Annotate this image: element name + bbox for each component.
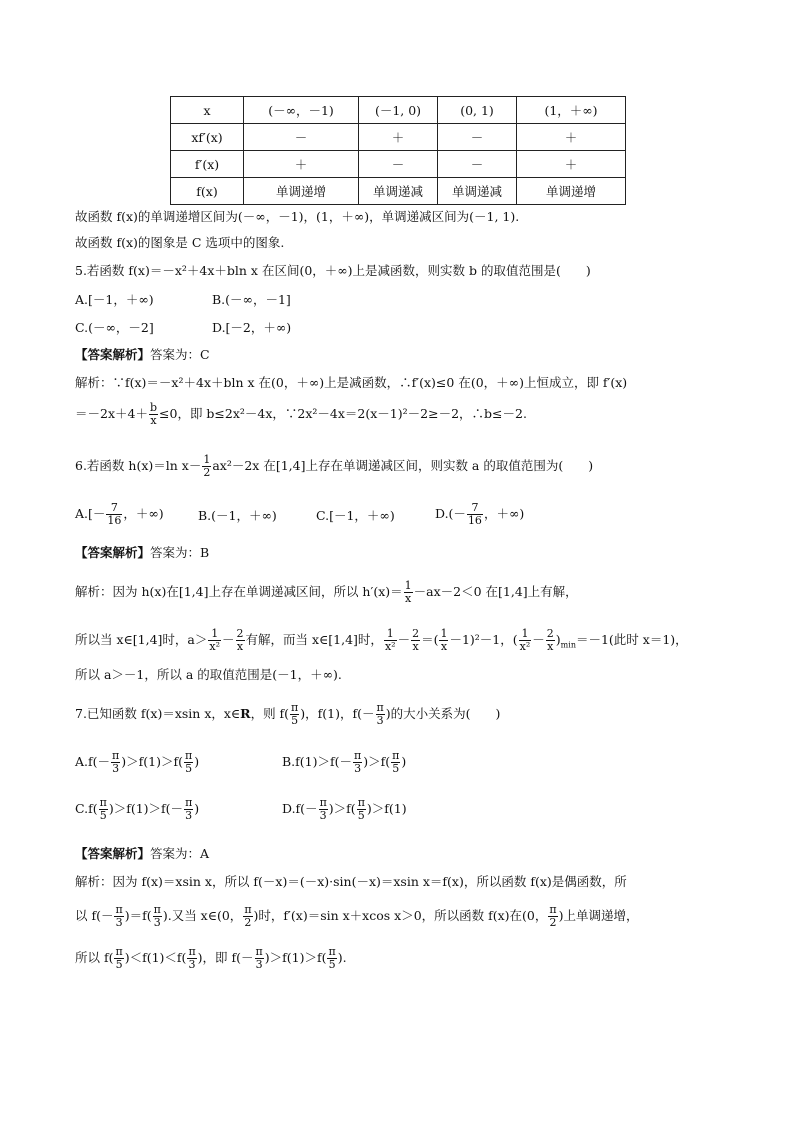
numerator: π xyxy=(115,945,123,958)
q7-option-c xyxy=(75,797,199,822)
numerator: π xyxy=(376,701,384,714)
denominator: 3 xyxy=(354,762,362,775)
math-text: ＝－1(此时 x＝1)， xyxy=(575,632,688,647)
fraction xyxy=(376,702,385,727)
denominator: x xyxy=(440,640,448,653)
numerator: 7 xyxy=(106,502,122,515)
fraction xyxy=(548,904,557,929)
table-header-row xyxy=(171,97,626,124)
math-text: 6.若函数 h(x)＝ln x－ xyxy=(75,458,202,473)
answer-text: 答案为：A xyxy=(150,846,210,861)
q5-option-a: A.[－1，＋∞) xyxy=(75,292,154,307)
sign-table xyxy=(170,96,626,205)
fraction xyxy=(467,502,483,527)
math-text: C.f( xyxy=(75,801,98,816)
math-text: ).又当 x∈(0， xyxy=(162,908,243,923)
math-text: )＞f(1) xyxy=(366,801,407,816)
numerator: 1 xyxy=(519,628,532,641)
denominator: 5 xyxy=(392,762,400,775)
numerator: π xyxy=(291,701,299,714)
fraction xyxy=(319,797,328,822)
table-row xyxy=(171,124,626,151)
math-text: )＞f( xyxy=(363,754,391,769)
denominator: 3 xyxy=(185,809,193,822)
table-cell: (0, 1) xyxy=(438,97,517,124)
math-text: ) xyxy=(555,632,561,647)
solution-7-line-2 xyxy=(75,904,639,929)
denominator: x² xyxy=(384,640,396,653)
fraction xyxy=(439,628,448,653)
fraction xyxy=(404,580,413,605)
table-cell: (－∞，－1) xyxy=(244,97,359,124)
math-text: ). xyxy=(337,950,347,965)
numerator: π xyxy=(549,903,557,916)
question-7 xyxy=(75,702,500,727)
fraction xyxy=(149,402,158,427)
denominator: 3 xyxy=(112,762,120,775)
solution-7-line-3 xyxy=(75,946,347,971)
math-text: ＝( xyxy=(421,632,439,647)
solution-6-line-1 xyxy=(75,580,578,605)
q7-option-d xyxy=(282,797,407,822)
conclusion-line-1: 故函数 f(x)的单调递增区间为(－∞，－1)，(1，＋∞)，单调递减区间为(－1, 1). xyxy=(75,209,520,224)
q6-option-b: B.(－1，＋∞) xyxy=(198,508,277,523)
numerator: 2 xyxy=(412,627,420,640)
numerator: π xyxy=(255,945,263,958)
table-cell: 单调递减 xyxy=(359,178,438,205)
denominator: 2 xyxy=(549,916,557,929)
fraction xyxy=(327,946,336,971)
denominator: 5 xyxy=(357,809,365,822)
fraction xyxy=(255,946,264,971)
numerator: π xyxy=(184,749,193,762)
q5-option-c: C.(－∞，－2] xyxy=(75,320,154,335)
math-text: )＞f(1)＞f( xyxy=(121,754,183,769)
fraction xyxy=(243,904,252,929)
answer-6 xyxy=(75,544,209,562)
math-text: A.[－ xyxy=(75,506,106,521)
table-cell: f′(x) xyxy=(171,151,244,178)
answer-label: 【答案解析】 xyxy=(75,545,151,560)
numerator: 1 xyxy=(208,628,221,641)
table-cell: x xyxy=(171,97,244,124)
math-text: )＞f(1)＞f(－ xyxy=(108,801,184,816)
math-text: )＞f(1)＞f( xyxy=(264,950,327,965)
answer-7 xyxy=(75,845,209,863)
q7-option-b xyxy=(282,750,406,775)
denominator: 16 xyxy=(107,514,122,527)
numerator: π xyxy=(244,903,252,916)
table-row xyxy=(171,178,626,205)
math-text: ＝－2x＋4＋ xyxy=(75,406,148,421)
math-text: ) xyxy=(194,801,200,816)
denominator: 5 xyxy=(115,958,123,971)
denominator: x xyxy=(547,640,554,653)
table-cell: f(x) xyxy=(171,178,244,205)
table-cell: (1，＋∞) xyxy=(517,97,626,124)
numerator: π xyxy=(328,945,336,958)
math-text: ≤0，即 b≤2x²－4x，∵2x²－4x＝2(x－1)²－2≥－2，∴b≤－2. xyxy=(159,406,527,421)
math-text: )时，f′(x)＝sin x＋xcos x＞0，所以函数 f(x)在(0， xyxy=(253,908,548,923)
numerator: π xyxy=(99,796,107,809)
table-cell: ＋ xyxy=(244,151,359,178)
denominator: x xyxy=(236,640,244,653)
math-text: )＜f(1)＜f( xyxy=(124,950,187,965)
math-text: 所以当 x∈[1,4]时，a＞ xyxy=(75,632,208,647)
question-5: 5.若函数 f(x)＝－x²＋4x＋bln x 在区间(0，＋∞)上是减函数，则实数 b 的取值范围是( ) xyxy=(75,263,591,278)
q6-option-a xyxy=(75,502,164,527)
fraction xyxy=(519,628,532,653)
denominator: x xyxy=(412,640,419,653)
numerator: 1 xyxy=(203,453,211,466)
fraction xyxy=(187,946,196,971)
table-cell: － xyxy=(359,151,438,178)
fraction xyxy=(546,628,555,653)
numerator: b xyxy=(149,401,158,414)
table-cell: － xyxy=(438,151,517,178)
fraction xyxy=(290,702,299,727)
real-numbers-symbol: R xyxy=(240,706,251,721)
numerator: π xyxy=(319,796,327,809)
solution-6-line-3: 所以 a＞－1，所以 a 的取值范围是(－1，＋∞). xyxy=(75,667,342,682)
table-cell: ＋ xyxy=(517,124,626,151)
denominator: x xyxy=(150,414,157,427)
math-text: ) xyxy=(401,754,407,769)
fraction xyxy=(99,797,108,822)
q6-option-d xyxy=(435,502,524,527)
solution-5-line-2 xyxy=(75,402,527,427)
q5-option-b: B.(－∞，－1] xyxy=(212,292,291,307)
conclusion-line-2: 故函数 f(x)的图象是 C 选项中的图象. xyxy=(75,235,285,250)
math-text: ，＋∞) xyxy=(483,506,525,521)
table-cell: ＋ xyxy=(359,124,438,151)
fraction xyxy=(114,946,123,971)
denominator: 5 xyxy=(185,762,193,775)
math-text: －ax－2＜0 在[1,4]上有解， xyxy=(413,584,578,599)
math-text: A.f(－ xyxy=(75,754,111,769)
math-text: D.(－ xyxy=(435,506,466,521)
fraction xyxy=(353,750,362,775)
numerator: π xyxy=(185,796,193,809)
math-text: )，即 f(－ xyxy=(197,950,254,965)
math-text: 以 f(－ xyxy=(75,908,114,923)
subscript-min: min xyxy=(560,640,576,650)
answer-text: 答案为：C xyxy=(150,347,210,362)
numerator: π xyxy=(153,903,161,916)
fraction xyxy=(106,502,122,527)
table-row xyxy=(171,151,626,178)
table-cell: － xyxy=(438,124,517,151)
numerator: π xyxy=(115,903,123,916)
answer-text: 答案为：B xyxy=(150,545,210,560)
numerator: 1 xyxy=(404,579,412,592)
q6-option-c: C.[－1，＋∞) xyxy=(316,508,395,523)
table-cell: xf′(x) xyxy=(171,124,244,151)
numerator: π xyxy=(112,749,120,762)
math-text: ) xyxy=(194,754,200,769)
table-cell: 单调递增 xyxy=(517,178,626,205)
fraction xyxy=(384,628,397,653)
fraction xyxy=(391,750,400,775)
denominator: 2 xyxy=(203,466,211,479)
fraction xyxy=(111,750,120,775)
fraction xyxy=(184,750,193,775)
table-cell: ＋ xyxy=(517,151,626,178)
solution-7-line-1: 解析：因为 f(x)＝xsin x，所以 f(－x)＝(－x)·sin(－x)＝xsin x＝f(x)，所以函数 f(x)是偶函数，所 xyxy=(75,874,627,889)
math-text: 7.已知函数 f(x)＝xsin x，x∈ xyxy=(75,706,241,721)
denominator: 3 xyxy=(376,714,384,727)
numerator: π xyxy=(354,749,362,762)
denominator: x² xyxy=(209,640,220,653)
denominator: 5 xyxy=(99,809,107,822)
math-text: ax²－2x 在[1,4]上存在单调递减区间，则实数 a 的取值范围为( ) xyxy=(212,458,594,473)
table-cell: 单调递减 xyxy=(438,178,517,205)
answer-label: 【答案解析】 xyxy=(75,347,151,362)
math-text: B.f(1)＞f(－ xyxy=(282,754,352,769)
q5-option-d: D.[－2，＋∞) xyxy=(212,320,292,335)
fraction xyxy=(357,797,366,822)
fraction xyxy=(153,904,162,929)
math-text: 解析：因为 h(x)在[1,4]上存在单调递减区间，所以 h′(x)＝ xyxy=(75,584,403,599)
answer-label: 【答案解析】 xyxy=(75,846,151,861)
denominator: 2 xyxy=(244,916,252,929)
numerator: 7 xyxy=(467,502,483,515)
denominator: 3 xyxy=(255,958,263,971)
math-text: ，＋∞) xyxy=(123,506,164,521)
fraction xyxy=(184,797,193,822)
fraction xyxy=(202,454,211,479)
denominator: 16 xyxy=(467,514,482,527)
math-text: )＝f( xyxy=(124,908,152,923)
numerator: 1 xyxy=(384,628,397,641)
denominator: 3 xyxy=(115,916,123,929)
numerator: 2 xyxy=(546,627,554,640)
numerator: 1 xyxy=(440,627,448,640)
math-text: －1)²－1，( xyxy=(449,632,518,647)
math-text: D.f(－ xyxy=(282,801,318,816)
math-text: )，f(1)，f(－ xyxy=(300,706,375,721)
math-text: )上单调递增， xyxy=(558,908,639,923)
denominator: 3 xyxy=(188,958,196,971)
question-6 xyxy=(75,454,593,479)
table-cell: 单调递增 xyxy=(244,178,359,205)
math-text: 所以 f( xyxy=(75,950,114,965)
q7-option-a xyxy=(75,750,199,775)
solution-5-line-1: 解析：∵f(x)＝－x²＋4x＋bln x 在(0，＋∞)上是减函数，∴f′(x)≤0 在(0，＋∞)上恒成立，即 f′(x) xyxy=(75,375,628,390)
fraction xyxy=(208,628,221,653)
math-text: 有解，而当 x∈[1,4]时， xyxy=(245,632,383,647)
fraction xyxy=(411,628,420,653)
denominator: x xyxy=(405,592,412,605)
denominator: x² xyxy=(519,640,531,653)
fraction xyxy=(114,904,123,929)
table-cell: (－1, 0) xyxy=(359,97,438,124)
numerator: π xyxy=(357,796,365,809)
numerator: π xyxy=(188,945,196,958)
denominator: 3 xyxy=(153,916,161,929)
denominator: 5 xyxy=(291,714,299,727)
numerator: π xyxy=(392,749,400,762)
table-cell: － xyxy=(244,124,359,151)
numerator: 2 xyxy=(236,627,244,640)
answer-5 xyxy=(75,346,210,364)
math-text: )＞f( xyxy=(328,801,356,816)
denominator: 3 xyxy=(319,809,327,822)
fraction xyxy=(236,628,245,653)
solution-6-line-2: 所以当 x∈[1,4]时，a＞ $\frac{1}{\text{x²}}$ － $\frac{2}{x}$ 有解，而当 x∈[1,4]时， $\frac{1}{\text{x²}}$ － $\frac{2}{x}$ ＝( $\frac{1}{x}$ －1)²－1，( $\frac{1}{\text{x²}}$ － $\frac{2}{x}$ )$_{min}=-1$(此时 x＝1)， xyxy=(75,627,688,653)
math-text: )的大小关系为( ) xyxy=(385,706,501,721)
math-text: ，则 f( xyxy=(250,706,290,721)
denominator: 5 xyxy=(328,958,336,971)
